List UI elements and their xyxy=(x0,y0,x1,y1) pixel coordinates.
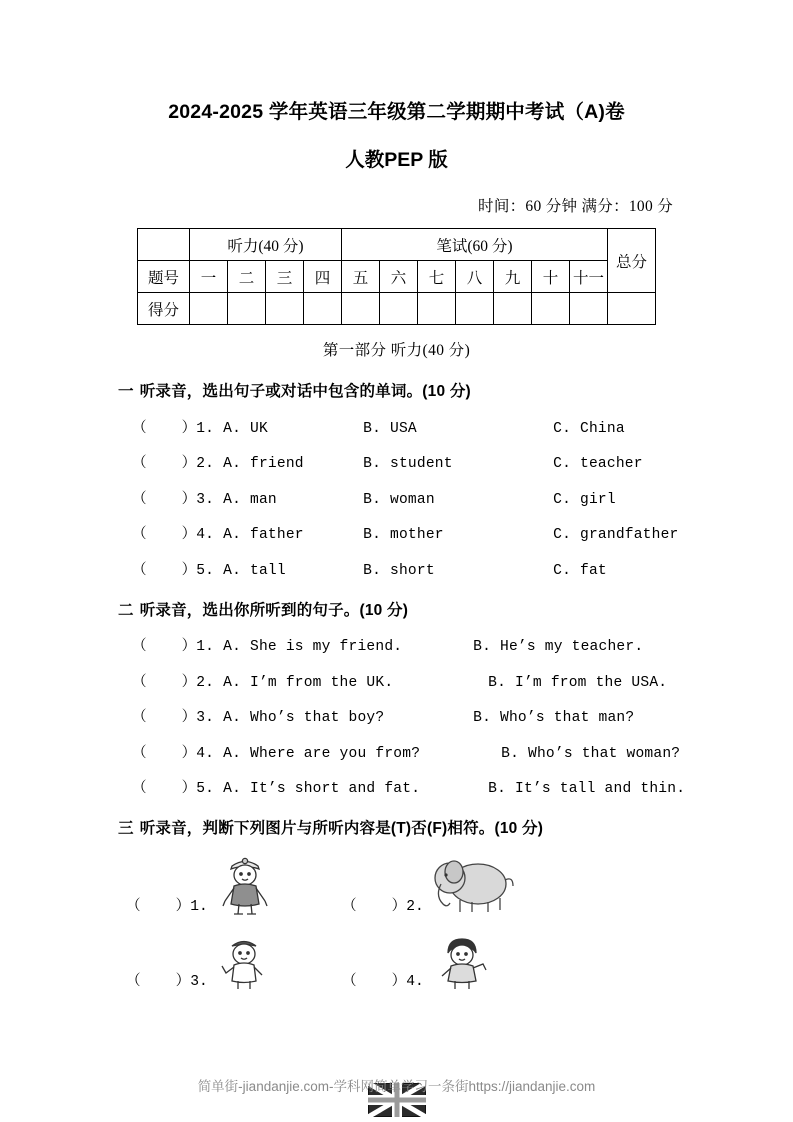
item-number: 4. xyxy=(196,745,215,762)
option-a[interactable]: A. Where are you from? xyxy=(223,745,421,762)
option-a[interactable]: A. man xyxy=(223,491,277,508)
list-item xyxy=(118,416,675,437)
question-no-6: 六 xyxy=(380,261,418,293)
answer-blank[interactable]: （ ） xyxy=(342,899,407,915)
list-item xyxy=(118,634,675,655)
answer-blank[interactable]: （ ） xyxy=(132,710,197,726)
question-no-8: 八 xyxy=(456,261,494,293)
list-item xyxy=(118,670,675,691)
question-title-2: 听录音，选出你所听到的句子。(10 分) xyxy=(139,601,409,619)
answer-blank[interactable]: （ ） xyxy=(132,420,197,437)
question-no-11: 十一 xyxy=(570,261,608,293)
question-no-1: 一 xyxy=(190,261,228,293)
question-heading-1 xyxy=(118,379,675,401)
option-a[interactable]: A. It’s short and fat. xyxy=(223,781,421,797)
list-item xyxy=(118,558,675,579)
score-cell-8[interactable] xyxy=(456,293,494,325)
score-cell-6[interactable] xyxy=(380,293,418,325)
footer-watermark: 简单街-jiandanjie.com-学科网简单学习一条街https://jiandanjie.com xyxy=(197,1079,596,1094)
item-number: 2. xyxy=(406,899,424,915)
option-b[interactable]: B. I’m from the USA. xyxy=(488,674,668,691)
option-a[interactable]: A. tall xyxy=(223,562,286,579)
score-table xyxy=(137,228,656,325)
option-a[interactable]: A. friend xyxy=(223,456,304,472)
question-index-1: 一 xyxy=(118,383,134,400)
table-row-scores xyxy=(138,293,656,325)
boy-with-hat-figure-icon xyxy=(214,850,276,921)
answer-blank[interactable]: （ ） xyxy=(342,974,407,990)
total-header: 总分 xyxy=(608,229,656,293)
picture-item xyxy=(126,850,342,921)
question-heading-3 xyxy=(118,816,675,838)
score-table-wrapper xyxy=(118,228,675,325)
item-number: 1. xyxy=(196,420,215,437)
option-a[interactable]: A. I’m from the UK. xyxy=(223,674,394,691)
option-c[interactable]: C. fat xyxy=(553,562,607,579)
question-no-9: 九 xyxy=(494,261,532,293)
score-cell-3[interactable] xyxy=(266,293,304,325)
answer-blank[interactable]: （ ） xyxy=(132,639,197,655)
option-a[interactable]: A. UK xyxy=(223,420,268,437)
item-number: 2. xyxy=(196,674,215,691)
elephant-figure-icon xyxy=(430,854,516,921)
score-cell-total[interactable] xyxy=(608,293,656,325)
list-item xyxy=(118,776,686,797)
question-heading-2 xyxy=(118,598,675,620)
row-head-score: 得分 xyxy=(138,293,190,325)
option-a[interactable]: A. father xyxy=(223,527,304,543)
option-b[interactable]: B. student xyxy=(363,456,453,472)
row-head-question-no: 题号 xyxy=(138,261,190,293)
list-item xyxy=(118,741,681,762)
list-item xyxy=(118,451,675,472)
option-b[interactable]: B. He’s my teacher. xyxy=(473,639,644,655)
item-number: 5. xyxy=(196,781,215,797)
empty-corner-cell xyxy=(138,229,190,261)
score-cell-7[interactable] xyxy=(418,293,456,325)
option-b[interactable]: B. mother xyxy=(363,527,444,543)
title-block xyxy=(118,0,675,172)
score-cell-11[interactable] xyxy=(570,293,608,325)
option-a[interactable]: A. Who’s that boy? xyxy=(223,710,385,726)
list-item xyxy=(118,487,675,508)
score-cell-4[interactable] xyxy=(304,293,342,325)
woman-pointing-figure-icon xyxy=(430,933,494,996)
option-c[interactable]: C. teacher xyxy=(553,456,643,472)
picture-item xyxy=(342,933,558,996)
picture-row-2 xyxy=(118,933,675,996)
list-item xyxy=(118,705,675,726)
table-row-group-headers xyxy=(138,229,656,261)
picture-item xyxy=(126,933,342,996)
option-a[interactable]: A. She is my friend. xyxy=(223,639,403,655)
item-number: 1. xyxy=(196,639,215,655)
question-no-10: 十 xyxy=(532,261,570,293)
score-cell-5[interactable] xyxy=(342,293,380,325)
picture-row-1 xyxy=(118,850,675,921)
option-b[interactable]: B. short xyxy=(363,562,435,579)
group-header-listening: 听力(40 分) xyxy=(190,229,342,261)
item-number: 4. xyxy=(406,974,424,990)
option-b[interactable]: B. USA xyxy=(363,420,417,437)
answer-blank[interactable]: （ ） xyxy=(132,491,197,508)
score-cell-10[interactable] xyxy=(532,293,570,325)
group-header-written: 笔试(60 分) xyxy=(342,229,608,261)
question-no-2: 二 xyxy=(228,261,266,293)
item-number: 3. xyxy=(196,710,215,726)
answer-blank[interactable]: （ ） xyxy=(126,974,191,990)
table-row-question-numbers xyxy=(138,261,656,293)
score-cell-9[interactable] xyxy=(494,293,532,325)
question-no-3: 三 xyxy=(266,261,304,293)
answer-blank[interactable]: （ ） xyxy=(126,899,191,915)
option-b[interactable]: B. Who’s that man? xyxy=(473,710,635,726)
item-number: 5. xyxy=(196,562,215,579)
question-items-1 xyxy=(118,416,679,579)
option-c[interactable]: C. China xyxy=(553,420,625,437)
part-one-heading: 第一部分 听力(40 分) xyxy=(322,342,471,359)
question-items-2 xyxy=(118,634,686,797)
question-no-5: 五 xyxy=(342,261,380,293)
question-title-1: 听录音，选出句子或对话中包含的单词。(10 分) xyxy=(139,383,471,400)
option-b[interactable]: B. It’s tall and thin. xyxy=(488,781,686,797)
item-number: 3. xyxy=(196,491,215,508)
option-b[interactable]: B. woman xyxy=(363,491,435,508)
question-no-7: 七 xyxy=(418,261,456,293)
page-title: 2024-2025 学年英语三年级第二学期期中考试（A)卷 xyxy=(168,101,625,123)
answer-blank[interactable]: （ ） xyxy=(132,781,197,797)
score-cell-1[interactable] xyxy=(190,293,228,325)
question-title-3: 听录音，判断下列图片与所听内容是(T)否(F)相符。(10 分) xyxy=(139,820,544,837)
item-number: 3. xyxy=(190,974,208,990)
item-number: 2. xyxy=(196,456,215,472)
list-item xyxy=(118,522,679,543)
picture-item xyxy=(342,854,558,921)
option-c[interactable]: C. grandfather xyxy=(553,527,679,543)
question-index-3: 三 xyxy=(118,820,134,837)
answer-blank[interactable]: （ ） xyxy=(132,456,197,472)
option-c[interactable]: C. girl xyxy=(553,491,616,508)
answer-blank[interactable]: （ ） xyxy=(132,562,197,579)
answer-blank[interactable]: （ ） xyxy=(132,745,197,762)
score-cell-2[interactable] xyxy=(228,293,266,325)
answer-blank[interactable]: （ ） xyxy=(132,527,197,543)
option-b[interactable]: B. Who’s that woman? xyxy=(501,745,681,762)
page-subtitle: 人教PEP 版 xyxy=(345,149,448,171)
boy-pointing-figure-icon xyxy=(214,933,274,996)
answer-blank[interactable]: （ ） xyxy=(132,674,197,691)
exam-meta: 时间：60 分钟 满分：100 分 xyxy=(478,198,673,215)
question-index-2: 二 xyxy=(118,601,134,619)
item-number: 4. xyxy=(196,527,215,543)
question-no-4: 四 xyxy=(304,261,342,293)
item-number: 1. xyxy=(190,899,208,915)
